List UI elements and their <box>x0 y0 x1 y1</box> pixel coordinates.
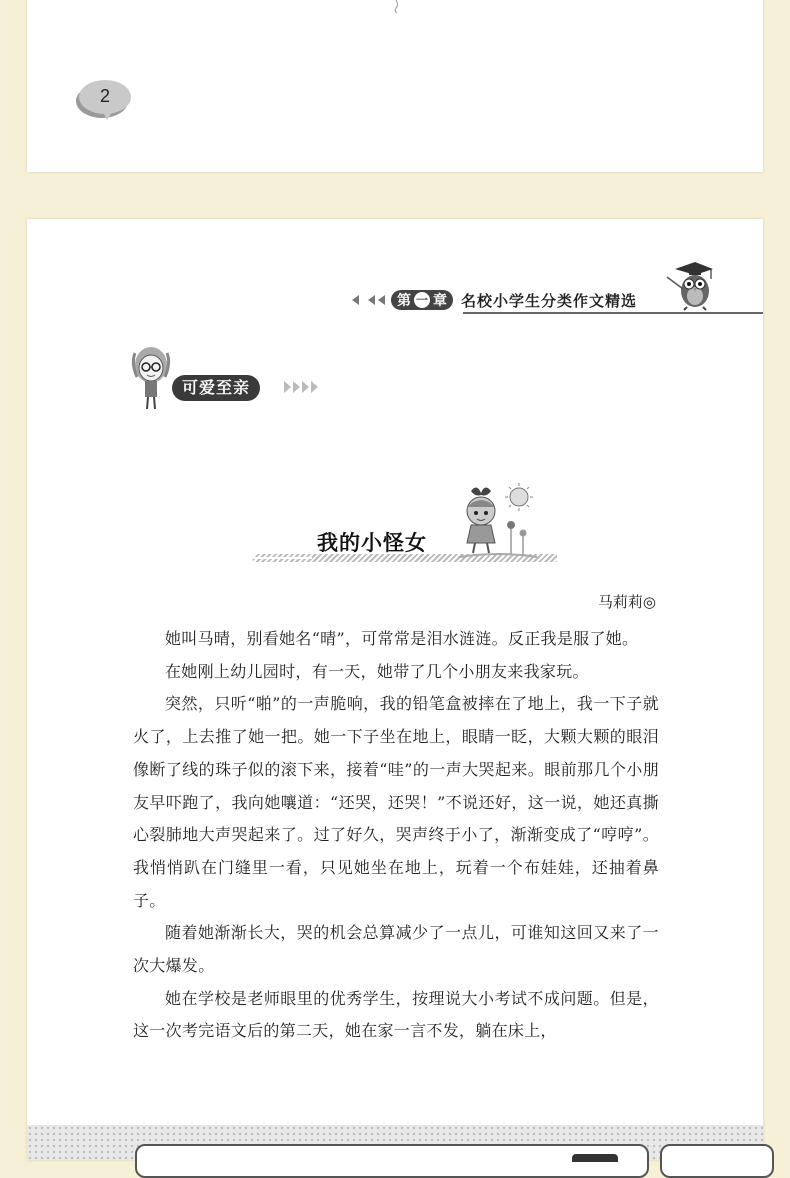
section-tag: 可爱至亲 <box>172 375 260 401</box>
chapter-prefix: 第 <box>397 293 411 309</box>
chapter-header <box>352 287 637 313</box>
chapter-badge <box>391 290 453 310</box>
arrow-left-icon <box>352 295 385 305</box>
chapter-suffix: 章 <box>433 293 447 309</box>
footer-tab-right <box>660 1144 774 1178</box>
page-number: 2 <box>99 86 110 106</box>
girl-glasses-icon <box>129 343 175 413</box>
article-title: 我的小怪女 <box>317 531 427 555</box>
page-mark-icon <box>393 0 403 14</box>
paragraph: 在她刚上幼儿园时，有一天，她带了几个小朋友来我家玩。 <box>165 661 589 681</box>
paragraph: 她叫马晴，别看她名“晴”，可常常是泪水涟涟。反正我是服了她。 <box>165 629 639 648</box>
owl-graduate-icon <box>665 259 715 311</box>
article-author: 马莉莉◎ <box>597 593 656 611</box>
section-arrows <box>284 381 318 393</box>
footer-tab-mark <box>572 1154 618 1162</box>
chapter-number: 一 <box>415 293 428 307</box>
girl-flowers-sun-icon <box>457 483 539 563</box>
header-rule <box>463 312 763 314</box>
chapter-title: 名校小学生分类作文精选 <box>461 291 638 310</box>
paragraph: 突然，只听“啪”的一声脆响，我的铅笔盒被摔在了地上，我一下子就火了，上去推了她一把。她一下子坐在地上，眼睛一眨，大颗大颗的眼泪像断了线的珠子似的滚下来，接着“哇”的一声大哭起来。眼前那几个小朋友早吓跑了，我向她嚷道：“还哭，还哭！”不说还好，这一说，她还真撕心裂肺地大声哭起来了。过了好久，哭声终于小了，渐渐变成了“哼哼”。我悄悄趴在门缝里一看，只见她坐在地上，玩着一个布娃娃，还抽着鼻子。 <box>133 694 659 910</box>
main-page <box>27 219 763 1160</box>
paragraph: 随着她渐渐长大，哭的机会总算减少了一点儿，可谁知这回又来了一次大爆发。 <box>133 923 659 976</box>
page-number-bubble <box>75 80 135 126</box>
article-body <box>133 623 659 1048</box>
previous-page <box>27 0 763 172</box>
paragraph: 她在学校是老师眼里的优秀学生，按理说大小考试不成问题。但是，这一次考完语文后的第二天，她在家一言不发，躺在床上， <box>133 988 659 1041</box>
